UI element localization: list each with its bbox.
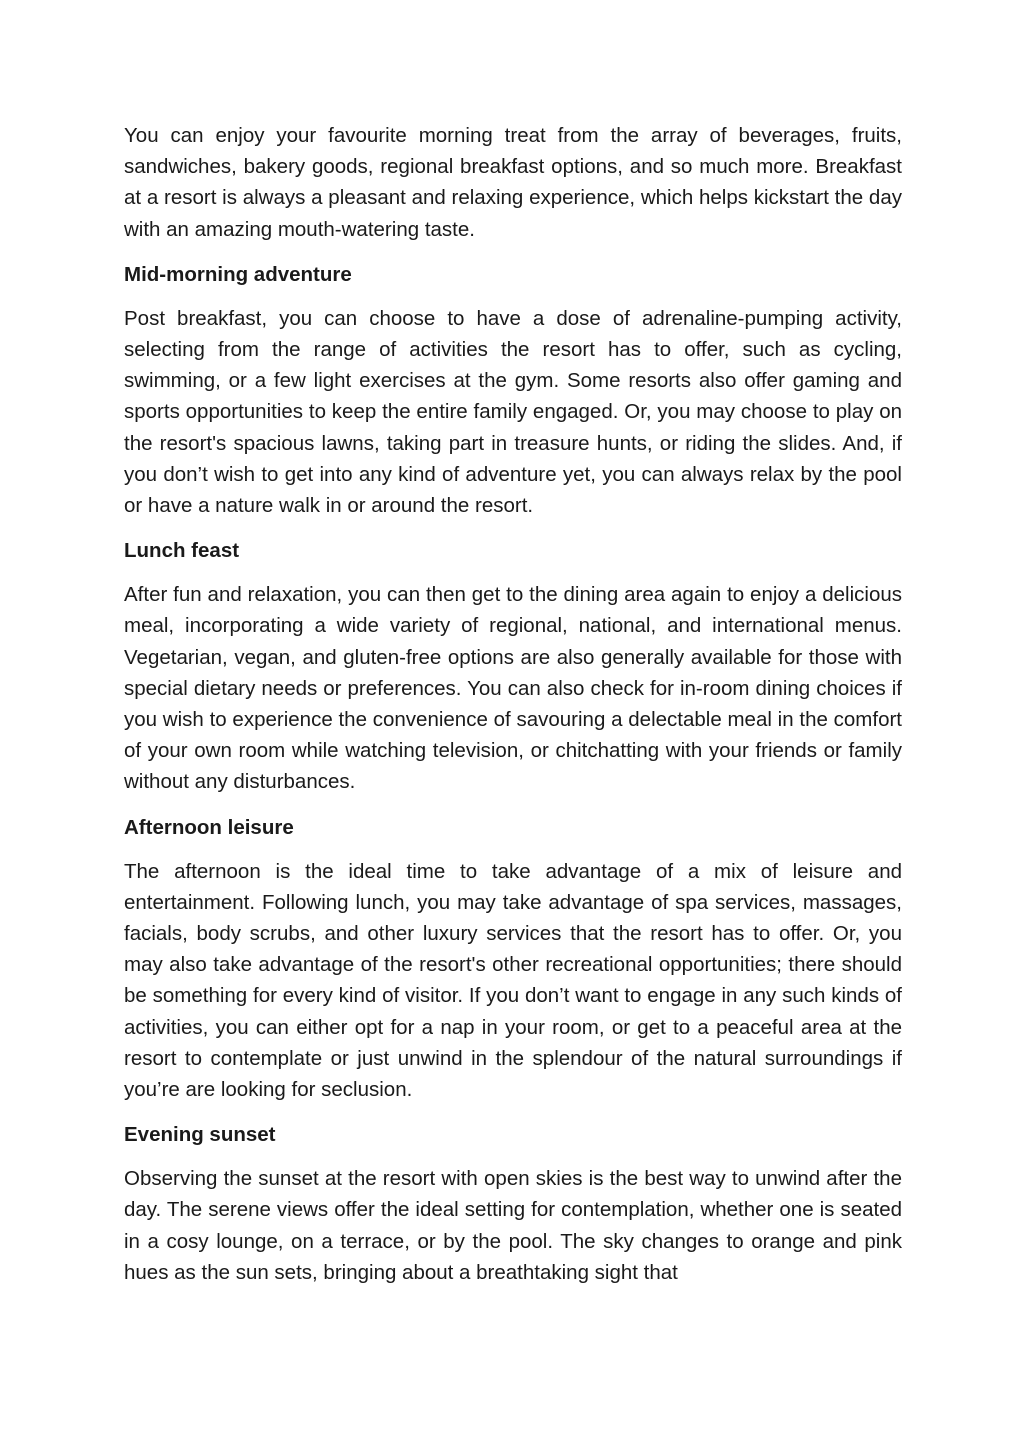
section-body-mid-morning: Post breakfast, you can choose to have a dose of adrenaline-pumping activity, selecting from the range of activities the resort has to offer, such as cycling, swimming, or a few light exercises at the gym. Some resorts also offer gaming and sports opportunities to keep the entire family engaged. Or, you may choose to play on the resort's spacious lawns, taking part in treasure hunts, or riding the slides. And, if you don’t wish to get into any kind of adventure yet, you can always relax by the pool or have a nature walk in or around the resort. <box>124 306 902 518</box>
section-heading-evening: Evening sunset <box>124 1123 276 1147</box>
section-body-afternoon: The afternoon is the ideal time to take advantage of a mix of leisure and entertainment. Following lunch, you may take advantage of spa services, massages, facials, body scrubs, and other luxury services that the resort has to offer. Or, you may also take advantage of the resort's other recreational opportunities; there should be something for every kind of visitor. If you don’t want to engage in any such kinds of activities, you can either opt for a nap in your room, or get to a peaceful area at the resort to contemplate or just unwind in the splendour of the natural surroundings if you’re are looking for seclusion. <box>124 859 902 1102</box>
section-heading-lunch: Lunch feast <box>124 539 240 563</box>
intro-paragraph: You can enjoy your favourite morning treat from the array of beverages, fruits, sandwiches, bakery goods, regional breakfast options, and so much more. Breakfast at a resort is always a pleasant and relaxing experience, which helps kickstart the day with an amazing mouth-watering taste. <box>124 124 902 241</box>
section-heading-afternoon: Afternoon leisure <box>124 815 294 839</box>
section-body-lunch: After fun and relaxation, you can then get to the dining area again to enjoy a delicious meal, incorporating a wide variety of regional, national, and international menus. Vegetarian, vegan, and gluten-free options are also generally available for those with special dietary needs or preferences. You can also check for in-room dining choices if you wish to experience the convenience of savouring a delectable meal in the comfort of your own room while watching television, or chitchatting with your friends or family without any disturbances. <box>124 583 902 794</box>
document-page <box>124 120 902 1288</box>
section-heading-mid-morning: Mid-morning adventure <box>124 262 352 286</box>
section-body-evening: Observing the sunset at the resort with open skies is the best way to unwind after the day. The serene views offer the ideal setting for contemplation, whether one is seated in a cosy lounge, on a terrace, or by the pool. The sky changes to orange and pink hues as the sun sets, bringing about a breathtaking sight that <box>124 1167 902 1284</box>
